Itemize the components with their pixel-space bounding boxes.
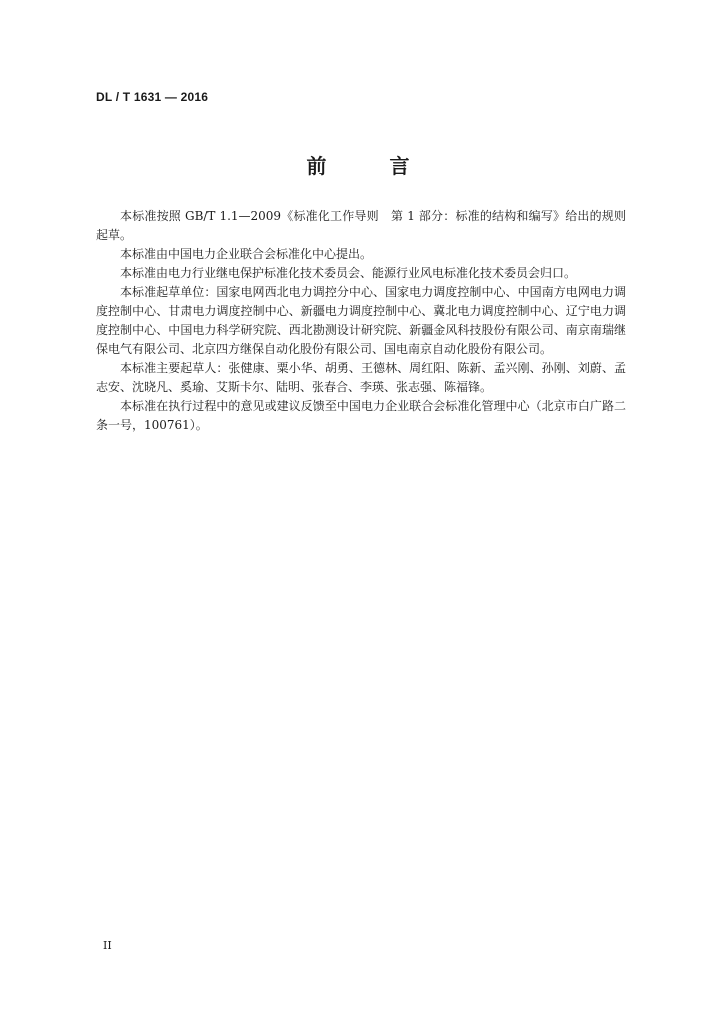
paragraph-drafting-units: 本标准起草单位：国家电网西北电力调控分中心、国家电力调度控制中心、中国南方电网电力调度控制中心、甘肃电力调度控制中心、新疆电力调度控制中心、冀北电力调度控制中心、辽宁电力调度控制中心、中国电力科学研究院、西北勘测设计研究院、新疆金风科技股份有限公司、南京南瑞继保电气有限公司、北京四方继保自动化股份有限公司、国电南京自动化股份有限公司。 (96, 285, 626, 356)
page-number: II (103, 939, 112, 952)
paragraph-committee: 本标准由电力行业继电保护标准化技术委员会、能源行业风电标准化技术委员会归口。 (120, 266, 577, 280)
paragraph-drafters: 本标准主要起草人：张健康、粟小华、胡勇、王德林、周红阳、陈新、孟兴刚、孙刚、刘蔚、孟志安、沈晓凡、奚瑜、艾斯卡尔、陆明、张春合、李瑛、张志强、陈福锋。 (96, 361, 626, 394)
paragraph-drafting-rules: 本标准按照 GB/T 1.1—2009《标准化工作导则 第 1 部分：标准的结构和编写》给出的规则起草。 (96, 209, 626, 242)
page-title: 前 言 (306, 154, 438, 178)
paragraph-feedback: 本标准在执行过程中的意见或建议反馈至中国电力企业联合会标准化管理中心（北京市白广路二条一号，100761）。 (96, 399, 626, 432)
document-code: DL / T 1631 — 2016 (96, 90, 209, 104)
paragraph-proposer: 本标准由中国电力企业联合会标准化中心提出。 (120, 247, 373, 261)
foreword-body (96, 207, 626, 435)
